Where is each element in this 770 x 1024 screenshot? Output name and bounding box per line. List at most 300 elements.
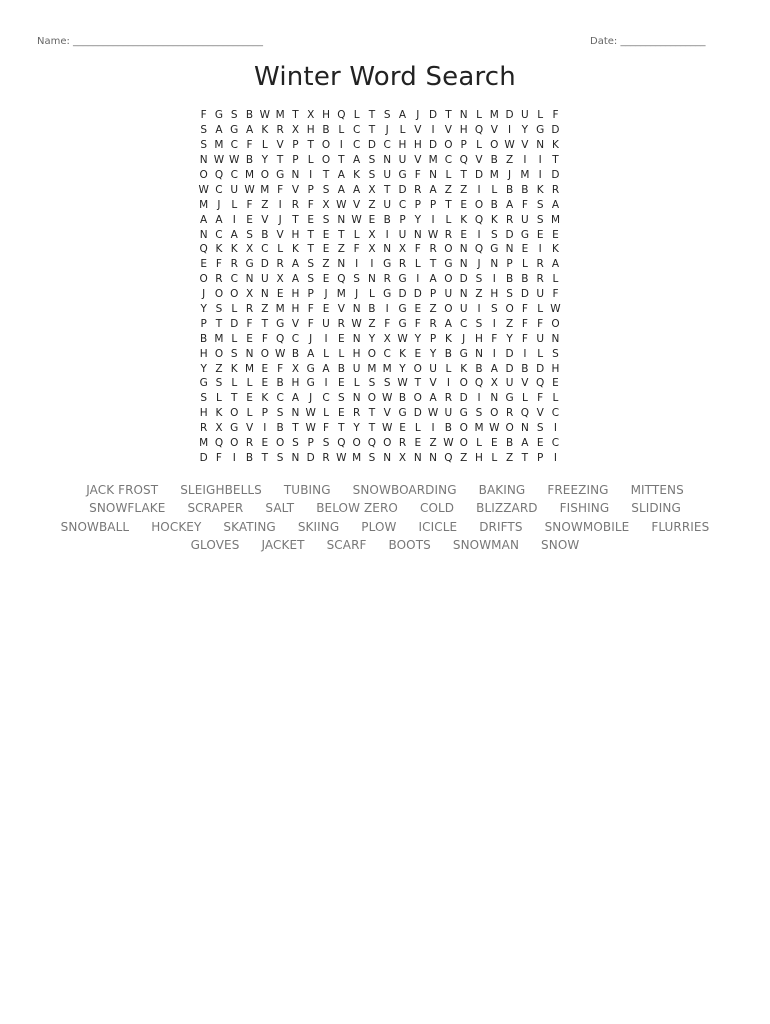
grid-letter: B <box>521 273 529 286</box>
grid-letter: B <box>521 183 529 196</box>
grid-letter: Y <box>200 362 207 375</box>
grid-letter: I <box>538 243 542 256</box>
grid-letter: H <box>398 139 407 152</box>
grid-letter: I <box>553 451 558 464</box>
grid-letter: D <box>199 451 208 464</box>
grid-letter: H <box>413 139 422 152</box>
grid-letter: M <box>382 362 392 375</box>
grid-letter: N <box>245 273 254 286</box>
grid-letter: P <box>414 198 421 211</box>
grid-letter: S <box>475 317 483 330</box>
grid-letter: I <box>538 154 542 167</box>
grid-letter: B <box>261 228 269 241</box>
grid-letter: I <box>431 422 435 435</box>
grid-letter: C <box>230 139 238 152</box>
grid-letter: H <box>291 288 300 301</box>
grid-letter: P <box>460 139 467 152</box>
grid-letter: A <box>521 437 529 450</box>
grid-letter: H <box>291 377 300 390</box>
grid-letter: O <box>321 154 331 167</box>
grid-row <box>196 346 576 361</box>
grid-letter: S <box>552 347 559 360</box>
grid-letter: P <box>429 288 437 301</box>
grid-letter: D <box>413 407 422 420</box>
grid-letter: T <box>292 213 299 226</box>
grid-letter: T <box>261 317 269 330</box>
grid-letter: D <box>367 139 376 152</box>
word-bank-item: SLEIGHBELLS <box>180 483 262 498</box>
page-title: Winter Word Search <box>253 62 516 92</box>
grid-letter: M <box>474 422 484 435</box>
word-bank-item: SNOWFLAKE <box>89 501 166 516</box>
grid-letter: H <box>199 407 208 420</box>
grid-letter: G <box>398 407 407 420</box>
grid-letter: T <box>552 154 559 167</box>
grid-row <box>196 272 576 287</box>
grid-letter: I <box>477 392 481 405</box>
grid-letter: O <box>260 169 269 181</box>
grid-letter: Z <box>322 258 330 271</box>
grid-letter: U <box>459 303 468 316</box>
grid-letter: B <box>337 362 345 375</box>
grid-letter: S <box>490 303 498 316</box>
grid-letter: B <box>490 154 498 167</box>
grid-letter: D <box>505 347 514 360</box>
grid-letter: R <box>536 258 544 271</box>
grid-letter: F <box>491 332 498 345</box>
grid-letter: W <box>213 154 225 167</box>
grid-letter: L <box>521 258 528 271</box>
grid-letter: X <box>291 362 300 375</box>
grid-letter: O <box>459 377 468 390</box>
grid-letter: A <box>322 362 330 375</box>
grid-letter: N <box>245 347 254 360</box>
grid-letter: C <box>352 139 361 152</box>
grid-letter: N <box>199 154 208 167</box>
grid-letter: O <box>505 303 514 316</box>
grid-row <box>196 168 576 183</box>
grid-letter: R <box>414 183 422 196</box>
grid-letter: E <box>261 362 269 375</box>
grid-letter: G <box>398 317 407 330</box>
grid-letter: I <box>416 273 420 286</box>
grid-letter: M <box>550 213 560 226</box>
grid-letter: V <box>383 407 391 420</box>
grid-letter: Y <box>368 332 376 345</box>
grid-letter: V <box>261 213 269 226</box>
grid-letter: V <box>291 183 300 196</box>
grid-letter: N <box>459 258 468 271</box>
grid-letter: E <box>307 213 315 226</box>
grid-letter: R <box>322 451 330 464</box>
word-bank-row <box>30 536 740 554</box>
grid-row <box>196 316 576 331</box>
word-bank <box>30 481 740 554</box>
grid-letter: Z <box>429 437 437 450</box>
name-field: Name: ______________________________________ <box>37 36 264 47</box>
grid-letter: R <box>536 273 544 286</box>
grid-letter: L <box>491 451 498 464</box>
grid-letter: T <box>338 422 345 435</box>
grid-letter: A <box>551 198 560 211</box>
grid-letter: A <box>429 392 437 405</box>
grid-letter: U <box>383 198 392 211</box>
grid-letter: S <box>200 124 207 137</box>
grid-row <box>196 108 576 123</box>
grid-row <box>196 242 576 257</box>
grid-letter: C <box>276 392 284 405</box>
grid-letter: F <box>215 451 222 464</box>
grid-letter: I <box>385 228 389 241</box>
grid-letter: R <box>245 437 254 450</box>
grid-row <box>196 123 576 138</box>
grid-letter: E <box>322 243 330 256</box>
grid-letter: L <box>445 213 452 226</box>
grid-letter: A <box>230 228 238 241</box>
grid-letter: M <box>245 362 255 375</box>
grid-letter: E <box>552 377 559 390</box>
grid-letter: I <box>492 347 496 360</box>
grid-letter: U <box>398 154 407 167</box>
grid-letter: D <box>536 362 545 375</box>
grid-letter: B <box>322 124 330 137</box>
word-bank-item: SNOW <box>541 538 580 553</box>
grid-row <box>196 406 576 421</box>
grid-letter: T <box>460 169 467 181</box>
grid-letter: G <box>214 109 224 122</box>
grid-letter: N <box>352 303 361 316</box>
grid-letter: U <box>383 169 392 181</box>
grid-letter: L <box>476 139 482 152</box>
grid-letter: T <box>276 154 284 167</box>
grid-letter: S <box>246 228 253 241</box>
grid-row <box>196 331 576 346</box>
grid-letter: T <box>368 109 376 122</box>
grid-letter: T <box>261 451 269 464</box>
grid-letter: K <box>230 243 238 256</box>
grid-letter: R <box>276 124 284 137</box>
grid-letter: R <box>291 198 300 211</box>
word-bank-item: JACKET <box>261 538 305 553</box>
grid-letter: E <box>338 407 345 420</box>
grid-letter: E <box>261 437 269 450</box>
grid-letter: W <box>443 437 454 450</box>
grid-letter: O <box>260 347 269 360</box>
grid-letter: L <box>353 377 360 390</box>
grid-letter: I <box>523 154 527 167</box>
grid-letter: A <box>429 273 437 286</box>
grid-letter: D <box>505 228 514 241</box>
grid-letter: S <box>475 407 483 420</box>
grid-letter: Z <box>460 183 468 196</box>
grid-letter: T <box>384 183 391 196</box>
grid-letter: D <box>398 288 407 301</box>
grid-letter: K <box>230 362 238 375</box>
grid-letter: C <box>261 243 269 256</box>
grid-letter: C <box>215 183 223 196</box>
grid-letter: F <box>277 362 284 375</box>
grid-letter: X <box>398 243 407 256</box>
grid-letter: W <box>489 422 500 435</box>
grid-letter: D <box>230 317 239 330</box>
grid-letter: E <box>536 228 544 241</box>
grid-letter: Q <box>214 169 224 181</box>
grid-letter: Q <box>474 124 484 137</box>
grid-letter: R <box>505 407 514 420</box>
grid-letter: L <box>231 198 238 211</box>
grid-letter: N <box>383 154 392 167</box>
grid-letter: H <box>459 124 468 137</box>
grid-letter: K <box>552 139 559 152</box>
grid-letter: T <box>368 407 376 420</box>
grid-letter: W <box>336 451 347 464</box>
grid-letter: E <box>200 258 207 271</box>
grid-letter: I <box>477 183 481 196</box>
grid-letter: O <box>413 392 422 405</box>
grid-letter: N <box>520 422 529 435</box>
grid-letter: Z <box>505 317 514 330</box>
grid-letter: L <box>216 392 222 405</box>
grid-letter: I <box>553 422 558 435</box>
grid-letter: I <box>431 213 435 226</box>
grid-letter: I <box>309 169 313 181</box>
grid-letter: R <box>429 317 437 330</box>
grid-letter: T <box>338 154 345 167</box>
grid-letter: X <box>215 422 223 435</box>
grid-letter: B <box>291 347 300 360</box>
grid-letter: W <box>397 377 408 390</box>
grid-letter: Q <box>199 243 208 256</box>
grid-letter: B <box>245 451 254 464</box>
grid-letter: N <box>291 169 300 181</box>
grid-letter: G <box>230 422 239 435</box>
grid-letter: I <box>324 377 328 390</box>
word-bank-row <box>30 499 740 517</box>
grid-letter: T <box>307 228 314 241</box>
grid-letter: C <box>352 124 361 137</box>
grid-letter: P <box>292 139 299 152</box>
grid-letter: L <box>231 377 238 390</box>
grid-letter: V <box>521 377 529 390</box>
grid-letter: R <box>398 258 407 271</box>
grid-letter: S <box>383 109 391 122</box>
grid-letter: U <box>536 288 545 301</box>
word-bank-row <box>30 518 740 536</box>
grid-letter: R <box>505 213 514 226</box>
grid-letter: M <box>275 109 285 122</box>
grid-letter: Q <box>276 332 285 345</box>
grid-letter: N <box>383 243 392 256</box>
grid-letter: X <box>322 198 330 211</box>
grid-letter: G <box>398 303 407 316</box>
word-bank-item: MITTENS <box>630 483 684 498</box>
grid-letter: D <box>505 109 514 122</box>
grid-letter: S <box>215 377 223 390</box>
grid-letter: V <box>414 124 422 137</box>
grid-letter: T <box>429 258 437 271</box>
grid-letter: T <box>231 392 238 405</box>
grid-letter: J <box>217 198 221 211</box>
grid-letter: C <box>215 228 223 241</box>
word-bank-item: SALT <box>265 501 295 516</box>
grid-letter: W <box>229 154 240 167</box>
grid-letter: I <box>370 258 374 271</box>
grid-letter: Z <box>505 154 514 167</box>
grid-letter: A <box>291 258 300 271</box>
grid-letter: A <box>200 213 208 226</box>
grid-letter: J <box>309 392 313 405</box>
grid-letter: G <box>459 347 468 360</box>
word-bank-item: BAKING <box>478 483 526 498</box>
grid-letter: J <box>202 288 206 301</box>
grid-letter: L <box>552 273 559 286</box>
grid-letter: S <box>368 169 376 181</box>
grid-letter: S <box>368 154 376 167</box>
grid-letter: E <box>322 273 330 286</box>
grid-letter: O <box>459 422 468 435</box>
date-field: Date: _________________ <box>590 36 706 47</box>
grid-letter: W <box>198 183 209 196</box>
grid-letter: D <box>306 451 315 464</box>
grid-letter: R <box>398 437 407 450</box>
grid-letter: S <box>307 273 315 286</box>
grid-letter: Q <box>337 437 346 450</box>
grid-letter: H <box>306 124 315 137</box>
grid-letter: D <box>474 169 484 181</box>
grid-letter: L <box>445 169 452 181</box>
grid-letter: U <box>444 407 453 420</box>
grid-letter: B <box>521 362 529 375</box>
grid-letter: T <box>368 422 376 435</box>
grid-letter: Q <box>536 377 545 390</box>
grid-letter: S <box>322 213 330 226</box>
grid-letter: F <box>521 303 528 316</box>
grid-letter: L <box>537 347 544 360</box>
grid-letter: G <box>199 377 208 390</box>
grid-letter: N <box>459 288 468 301</box>
grid-letter: D <box>551 124 560 137</box>
grid-letter: B <box>505 183 514 196</box>
grid-letter: N <box>459 243 468 256</box>
grid-letter: L <box>491 183 498 196</box>
grid-letter: W <box>274 347 286 360</box>
word-bank-item: SNOWBALL <box>60 519 130 534</box>
grid-letter: E <box>552 228 559 241</box>
grid-letter: A <box>444 317 452 330</box>
grid-letter: I <box>431 124 435 137</box>
grid-letter: E <box>460 228 468 241</box>
grid-letter: N <box>367 273 376 286</box>
grid-letter: Y <box>261 154 269 167</box>
grid-letter: V <box>276 228 284 241</box>
grid-letter: R <box>444 228 453 241</box>
grid-row <box>196 138 576 153</box>
grid-letter: G <box>398 169 407 181</box>
grid-letter: Y <box>521 124 529 137</box>
grid-letter: O <box>352 437 361 450</box>
grid-letter: S <box>322 183 330 196</box>
word-bank-item: JACK FROST <box>86 483 159 498</box>
grid-letter: O <box>444 273 453 286</box>
grid-letter: Z <box>505 451 514 464</box>
grid-letter: S <box>276 451 284 464</box>
grid-letter: F <box>384 317 391 330</box>
word-bank-item: FISHING <box>559 501 610 516</box>
grid-letter: I <box>263 422 267 435</box>
grid-letter: L <box>323 347 329 360</box>
grid-letter: Y <box>399 362 406 375</box>
grid-letter: O <box>214 347 224 360</box>
grid-letter: S <box>307 258 315 271</box>
grid-letter: C <box>291 332 300 345</box>
grid-row <box>196 450 576 465</box>
grid-letter: D <box>398 183 407 196</box>
grid-letter: W <box>336 198 347 211</box>
grid-letter: K <box>215 407 223 420</box>
grid-letter: V <box>490 124 498 137</box>
grid-letter: F <box>414 317 421 330</box>
grid-letter: O <box>367 347 377 360</box>
grid-letter: S <box>383 377 391 390</box>
grid-letter: B <box>200 332 208 345</box>
grid-letter: D <box>429 109 438 122</box>
grid-letter: F <box>521 198 528 211</box>
grid-letter: O <box>413 362 422 375</box>
grid-letter: V <box>521 139 529 152</box>
word-bank-item: PLOW <box>361 519 397 534</box>
grid-letter: M <box>336 288 346 301</box>
grid-letter: E <box>368 213 376 226</box>
grid-letter: S <box>230 109 238 122</box>
grid-letter: E <box>536 437 544 450</box>
word-bank-row <box>30 481 740 499</box>
grid-letter: E <box>338 332 345 345</box>
grid-letter: Y <box>506 332 513 345</box>
grid-letter: C <box>230 169 238 181</box>
grid-letter: F <box>353 243 360 256</box>
grid-letter: C <box>383 347 391 360</box>
grid-letter: M <box>214 332 224 345</box>
grid-letter: K <box>399 347 406 360</box>
grid-letter: S <box>200 392 207 405</box>
grid-letter: F <box>246 139 253 152</box>
grid-letter: M <box>352 451 362 464</box>
grid-letter: L <box>277 243 284 256</box>
grid-letter: H <box>490 288 499 301</box>
grid-letter: M <box>214 139 224 152</box>
grid-letter: H <box>475 451 483 464</box>
grid-letter: U <box>352 362 361 375</box>
grid-letter: R <box>429 243 437 256</box>
grid-letter: V <box>429 377 437 390</box>
grid-letter: I <box>492 273 496 286</box>
grid-letter: L <box>353 109 360 122</box>
grid-letter: A <box>551 258 560 271</box>
grid-letter: Q <box>367 437 377 450</box>
grid-letter: U <box>444 288 453 301</box>
grid-letter: P <box>307 437 314 450</box>
grid-letter: F <box>215 258 222 271</box>
grid-letter: O <box>230 407 239 420</box>
grid-letter: X <box>368 183 376 196</box>
grid-letter: N <box>291 451 300 464</box>
grid-letter: O <box>444 139 453 152</box>
grid-letter: O <box>383 437 392 450</box>
grid-letter: O <box>199 273 208 286</box>
grid-letter: E <box>490 437 498 450</box>
grid-letter: A <box>337 183 345 196</box>
grid-letter: J <box>324 288 328 301</box>
